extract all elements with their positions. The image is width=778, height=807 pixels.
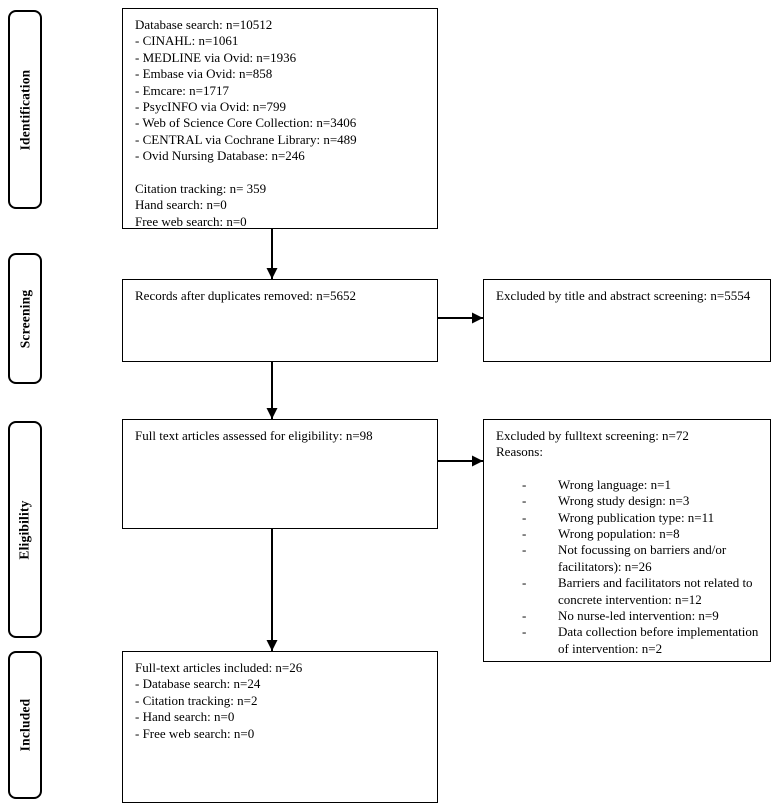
included-box bbox=[122, 651, 438, 803]
excluded-subtitle: Reasons: bbox=[496, 444, 543, 460]
exclusion-reason-list bbox=[496, 477, 762, 657]
eligibility-box bbox=[122, 419, 438, 529]
screening-box bbox=[122, 279, 438, 362]
list-item bbox=[522, 624, 762, 657]
text-line: - Embase via Ovid: n=858 bbox=[135, 66, 273, 82]
list-bullet: - bbox=[522, 575, 527, 591]
stage-box-identification bbox=[8, 10, 42, 209]
list-item bbox=[522, 575, 762, 608]
text-line: - Hand search: n=0 bbox=[135, 709, 235, 725]
text-line: Full text articles assessed for eligibility: n=98 bbox=[135, 428, 373, 443]
list-bullet: - bbox=[522, 542, 527, 558]
text-line: Full-text articles included: n=26 bbox=[135, 660, 303, 675]
text-line: Citation tracking: n= 359 bbox=[135, 181, 267, 197]
text-line: - PsycINFO via Ovid: n=799 bbox=[135, 99, 287, 115]
list-item bbox=[522, 493, 762, 509]
stage-label-identification: Identification bbox=[17, 69, 32, 150]
identification-box bbox=[122, 8, 438, 229]
title-abstract-excluded-box bbox=[483, 279, 771, 362]
text-line: Excluded by title and abstract screening: n=5554 bbox=[496, 288, 751, 303]
reason-text: Wrong language: n=1 bbox=[558, 476, 671, 492]
reason-text: Barriers and facilitators not related to concrete intervention: n=12 bbox=[558, 575, 753, 607]
stage-box-included bbox=[8, 651, 42, 799]
reason-text: Wrong study design: n=3 bbox=[558, 493, 690, 509]
list-bullet: - bbox=[522, 608, 527, 624]
list-bullet: - bbox=[522, 509, 527, 525]
stage-box-screening bbox=[8, 253, 42, 384]
text-line: Hand search: n=0 bbox=[135, 197, 227, 213]
text-line: - Emcare: n=1717 bbox=[135, 82, 229, 98]
text-line: - Web of Science Core Collection: n=3406 bbox=[135, 115, 357, 131]
list-bullet: - bbox=[522, 476, 527, 492]
list-bullet: - bbox=[522, 624, 527, 640]
excluded-title: Excluded by fulltext screening: n=72 bbox=[496, 428, 689, 443]
text-line: Database search: n=10512 bbox=[135, 17, 273, 32]
reason-text: Wrong publication type: n=11 bbox=[558, 509, 715, 525]
fulltext-excluded-box bbox=[483, 419, 771, 662]
list-item bbox=[522, 510, 762, 526]
list-item bbox=[522, 608, 762, 624]
reason-text: No nurse-led intervention: n=9 bbox=[558, 608, 719, 624]
stage-box-eligibility bbox=[8, 421, 42, 638]
list-bullet: - bbox=[522, 493, 527, 509]
text-line: Free web search: n=0 bbox=[135, 213, 247, 229]
list-item bbox=[522, 526, 762, 542]
text-line: - Database search: n=24 bbox=[135, 676, 261, 692]
text-line: - CENTRAL via Cochrane Library: n=489 bbox=[135, 131, 357, 147]
blank-line bbox=[135, 165, 425, 181]
text-line: - MEDLINE via Ovid: n=1936 bbox=[135, 49, 297, 65]
stage-label-included: Included bbox=[17, 698, 32, 752]
text-line: - Ovid Nursing Database: n=246 bbox=[135, 148, 305, 164]
text-line: - Free web search: n=0 bbox=[135, 725, 255, 741]
reason-text: Wrong population: n=8 bbox=[558, 526, 680, 542]
text-line: - CINAHL: n=1061 bbox=[135, 33, 239, 49]
list-item bbox=[522, 477, 762, 493]
list-bullet: - bbox=[522, 526, 527, 542]
reason-text: Not focussing on barriers and/or facilitators): n=26 bbox=[558, 542, 727, 574]
text-line: - Citation tracking: n=2 bbox=[135, 692, 258, 708]
list-item bbox=[522, 542, 762, 575]
stage-label-screening: Screening bbox=[17, 289, 32, 348]
reason-text: Data collection before implementation of intervention: n=2 bbox=[558, 624, 759, 656]
stage-label-eligibility: Eligibility bbox=[17, 499, 32, 560]
text-line: Records after duplicates removed: n=5652 bbox=[135, 288, 357, 303]
